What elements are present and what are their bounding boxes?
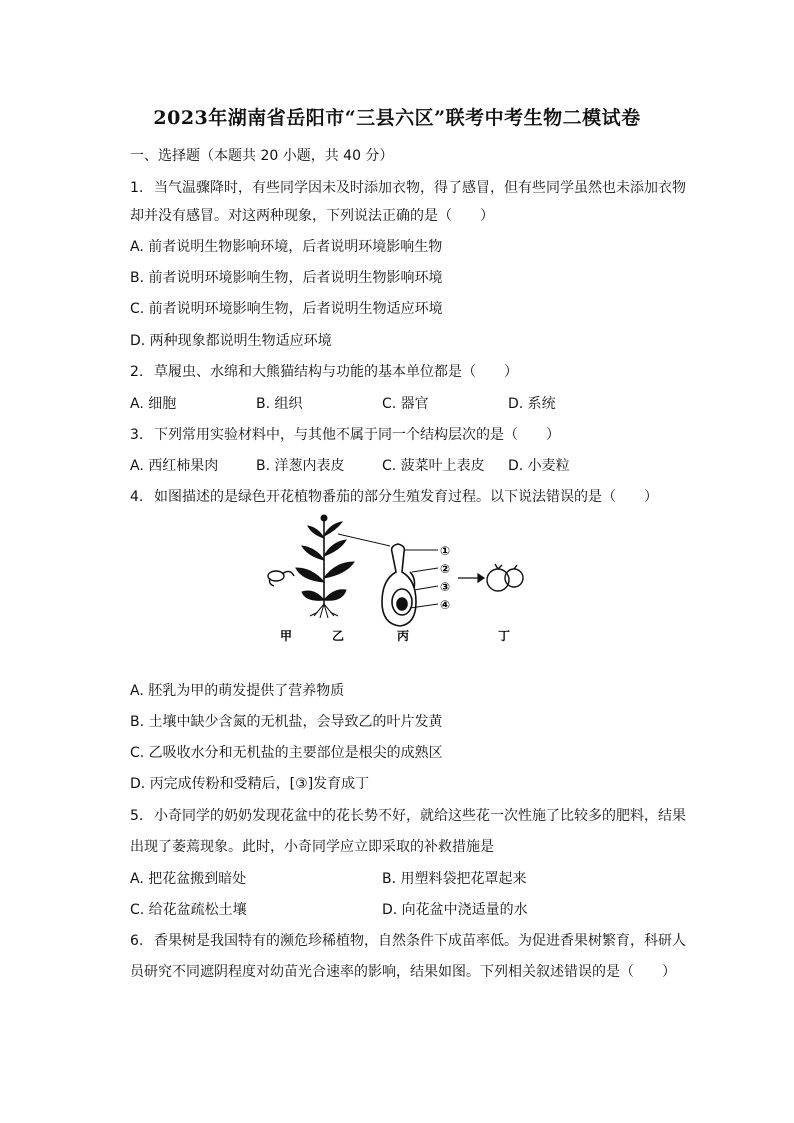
question-number: 1. [130,180,144,196]
option-c: C. 前者说明环境影响生物，后者说明生物适应环境 [130,301,443,317]
label-ding: 丁 [498,629,511,643]
question-5 [130,806,686,826]
option-c: C. 乙吸收水分和无机盐的主要部位是根尖的成熟区 [130,745,443,761]
question-stem-continued: 员研究不同遮阴程度对幼苗光合速率的影响，结果如图。下列相关叙述错误的是（ ） [130,964,676,980]
question-number: 3. [130,427,144,443]
question-stem: 下列常用实验材料中，与其他不属于同一个结构层次的是（ ） [154,427,560,443]
question-stem-continued: 出现了萎蔫现象。此时，小奇同学应立即采取的补救措施是 [130,839,494,855]
marker-1: ① [440,544,451,558]
option-a: A. 把花盆搬到暗处 [130,871,247,887]
arrow-icon [458,574,484,582]
question-3 [130,425,560,445]
option-d: D. 丙完成传粉和受精后，[③]发育成丁 [130,776,370,792]
question-number: 6. [130,933,144,949]
option-b: B. 前者说明环境影响生物，后者说明生物影响环境 [130,270,443,286]
plant-drawing [296,515,354,618]
option-a: A. 西红柿果肉 [130,458,219,474]
marker-4: ④ [440,598,451,612]
pistil-drawing [382,544,416,626]
label-yi: 乙 [332,629,345,643]
option-d: D. 系统 [508,396,556,412]
option-d: D. 两种现象都说明生物适应环境 [130,333,332,349]
option-b: B. 土壤中缺少含氮的无机盐，会导致乙的叶片发黄 [130,714,443,730]
section-heading: 一、选择题（本题共 20 小题，共 40 分） [130,148,394,164]
plant-development-figure [262,512,532,647]
marker-2: ② [440,562,451,576]
option-d: D. 小麦粒 [508,458,570,474]
question-stem: 如图描述的是绿色开花植物番茄的部分生殖发育过程。以下说法错误的是（ ） [154,489,658,505]
marker-3: ③ [440,580,451,594]
option-a: A. 细胞 [130,396,177,412]
option-b: B. 用塑料袋把花罩起来 [382,871,527,887]
option-c: C. 菠菜叶上表皮 [382,458,485,474]
label-jia: 甲 [280,629,293,643]
question-4 [130,487,658,507]
page-title: 2023年湖南省岳阳市“三县六区”联考中考生物二模试卷 [153,107,641,129]
question-number: 4. [130,489,144,505]
question-stem: 草履虫、水绵和大熊猫结构与功能的基本单位都是（ ） [154,364,518,380]
question-1 [130,178,686,198]
question-6 [130,931,686,951]
question-stem: 香果树是我国特有的濒危珍稀植物，自然条件下成苗率低。为促进香果树繁育，科研人 [154,933,686,949]
question-number: 2. [130,364,144,380]
option-a: A. 胚乳为甲的萌发提供了营养物质 [130,683,345,699]
option-a: A. 前者说明生物影响环境，后者说明环境影响生物 [130,239,443,255]
question-number: 5. [130,808,144,824]
question-stem-continued: 却并没有感冒。对这两种现象，下列说法正确的是（ ） [130,208,494,224]
question-stem: 小奇同学的奶奶发现花盆中的花长势不好，就给这些花一次性施了比较多的肥料，结果 [154,808,686,824]
option-c: C. 器官 [382,396,429,412]
figure-illustration [262,512,532,647]
question-2 [130,362,518,382]
option-d: D. 向花盆中浇适量的水 [382,902,528,918]
label-bing: 丙 [397,629,410,643]
option-b: B. 洋葱内表皮 [256,458,345,474]
seed-drawing [268,571,294,586]
option-c: C. 给花盆疏松土壤 [130,902,247,918]
question-stem: 当气温骤降时，有些同学因未及时添加衣物，得了感冒，但有些同学虽然也未添加衣物 [154,180,686,196]
fruit-drawing [487,564,523,591]
option-b: B. 组织 [256,396,303,412]
